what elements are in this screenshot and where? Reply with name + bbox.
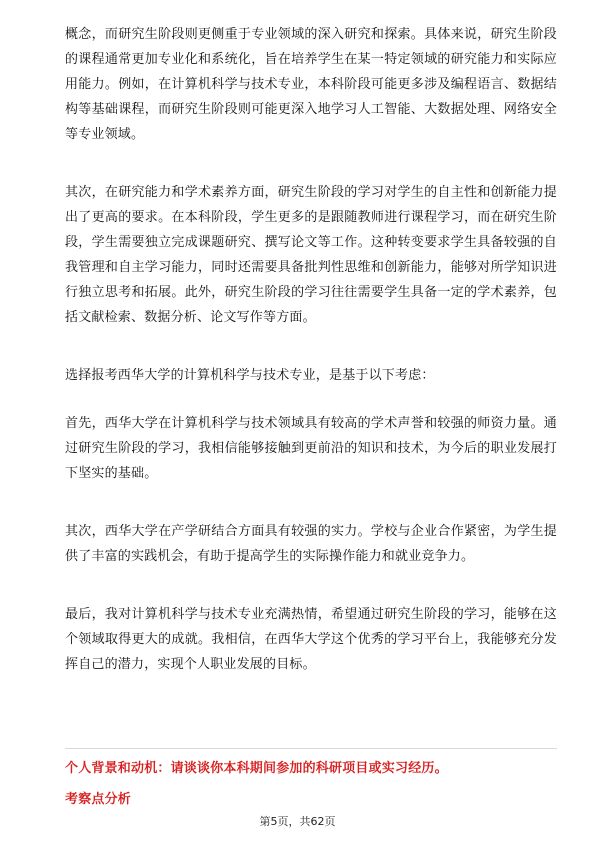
paragraph-course-differences: 概念，而研究生阶段则更侧重于专业领域的深入研究和探索。具体来说，研究生阶段的课程通常更加专业化和系统化，旨在培养学生在某一特定领域的研究能力和实际应用能力。例如，在计算机科学与技术专业，本科阶段可能更多涉及编程语言、数据结构等基础课程，而研究生阶段则可能更深入地学习人工智能、大数据处理、网络安全等专业领域。 xyxy=(65,27,557,142)
paragraph-first-reason: 首先，西华大学在计算机科学与技术领域具有较高的学术声誉和较强的师资力量。通过研究生阶段的学习，我相信能够接触到更前沿的知识和技术，为今后的职业发展打下坚实的基础。 xyxy=(65,416,557,481)
paragraph-choice-intro: 选择报考西华大学的计算机科学与技术专业，是基于以下考虑： xyxy=(65,368,435,383)
paragraph-research-ability: 其次，在研究能力和学术素养方面，研究生阶段的学习对学生的自主性和创新能力提出了更高的要求。在本科阶段，学生更多的是跟随教师进行课程学习，而在研究生阶段，学生需要独立完成课题研究、撰写论文等工作。这种转变要求学生具备较强的自我管理和自主学习能力，同时还需要具备批判性思维和创新能力，能够对所学知识进行独立思考和拓展。此外，研究生阶段的学习往往需要学生具备一定的学术素养，包括文献检索、数据分析、论文写作等方面。 xyxy=(65,185,557,325)
body-text xyxy=(65,22,557,710)
paragraph-final-reason: 最后，我对计算机科学与技术专业充满热情，希望通过研究生阶段的学习，能够在这个领域取得更大的成就。我相信，在西华大学这个优秀的学习平台上，我能够充分发挥自己的潜力，实现个人职业发展的目标。 xyxy=(65,607,557,672)
section-divider xyxy=(65,748,557,749)
analysis-heading: 考察点分析 xyxy=(65,792,132,807)
page-number: 第5页，共62页 xyxy=(259,815,336,828)
question-heading: 个人背景和动机：请谈谈你本科期间参加的科研项目或实习经历。 xyxy=(65,761,448,776)
paragraph-second-reason: 其次，西华大学在产学研结合方面具有较强的实力。学校与企业合作紧密，为学生提供了丰富的实践机会，有助于提高学生的实际操作能力和就业竞争力。 xyxy=(65,524,557,564)
